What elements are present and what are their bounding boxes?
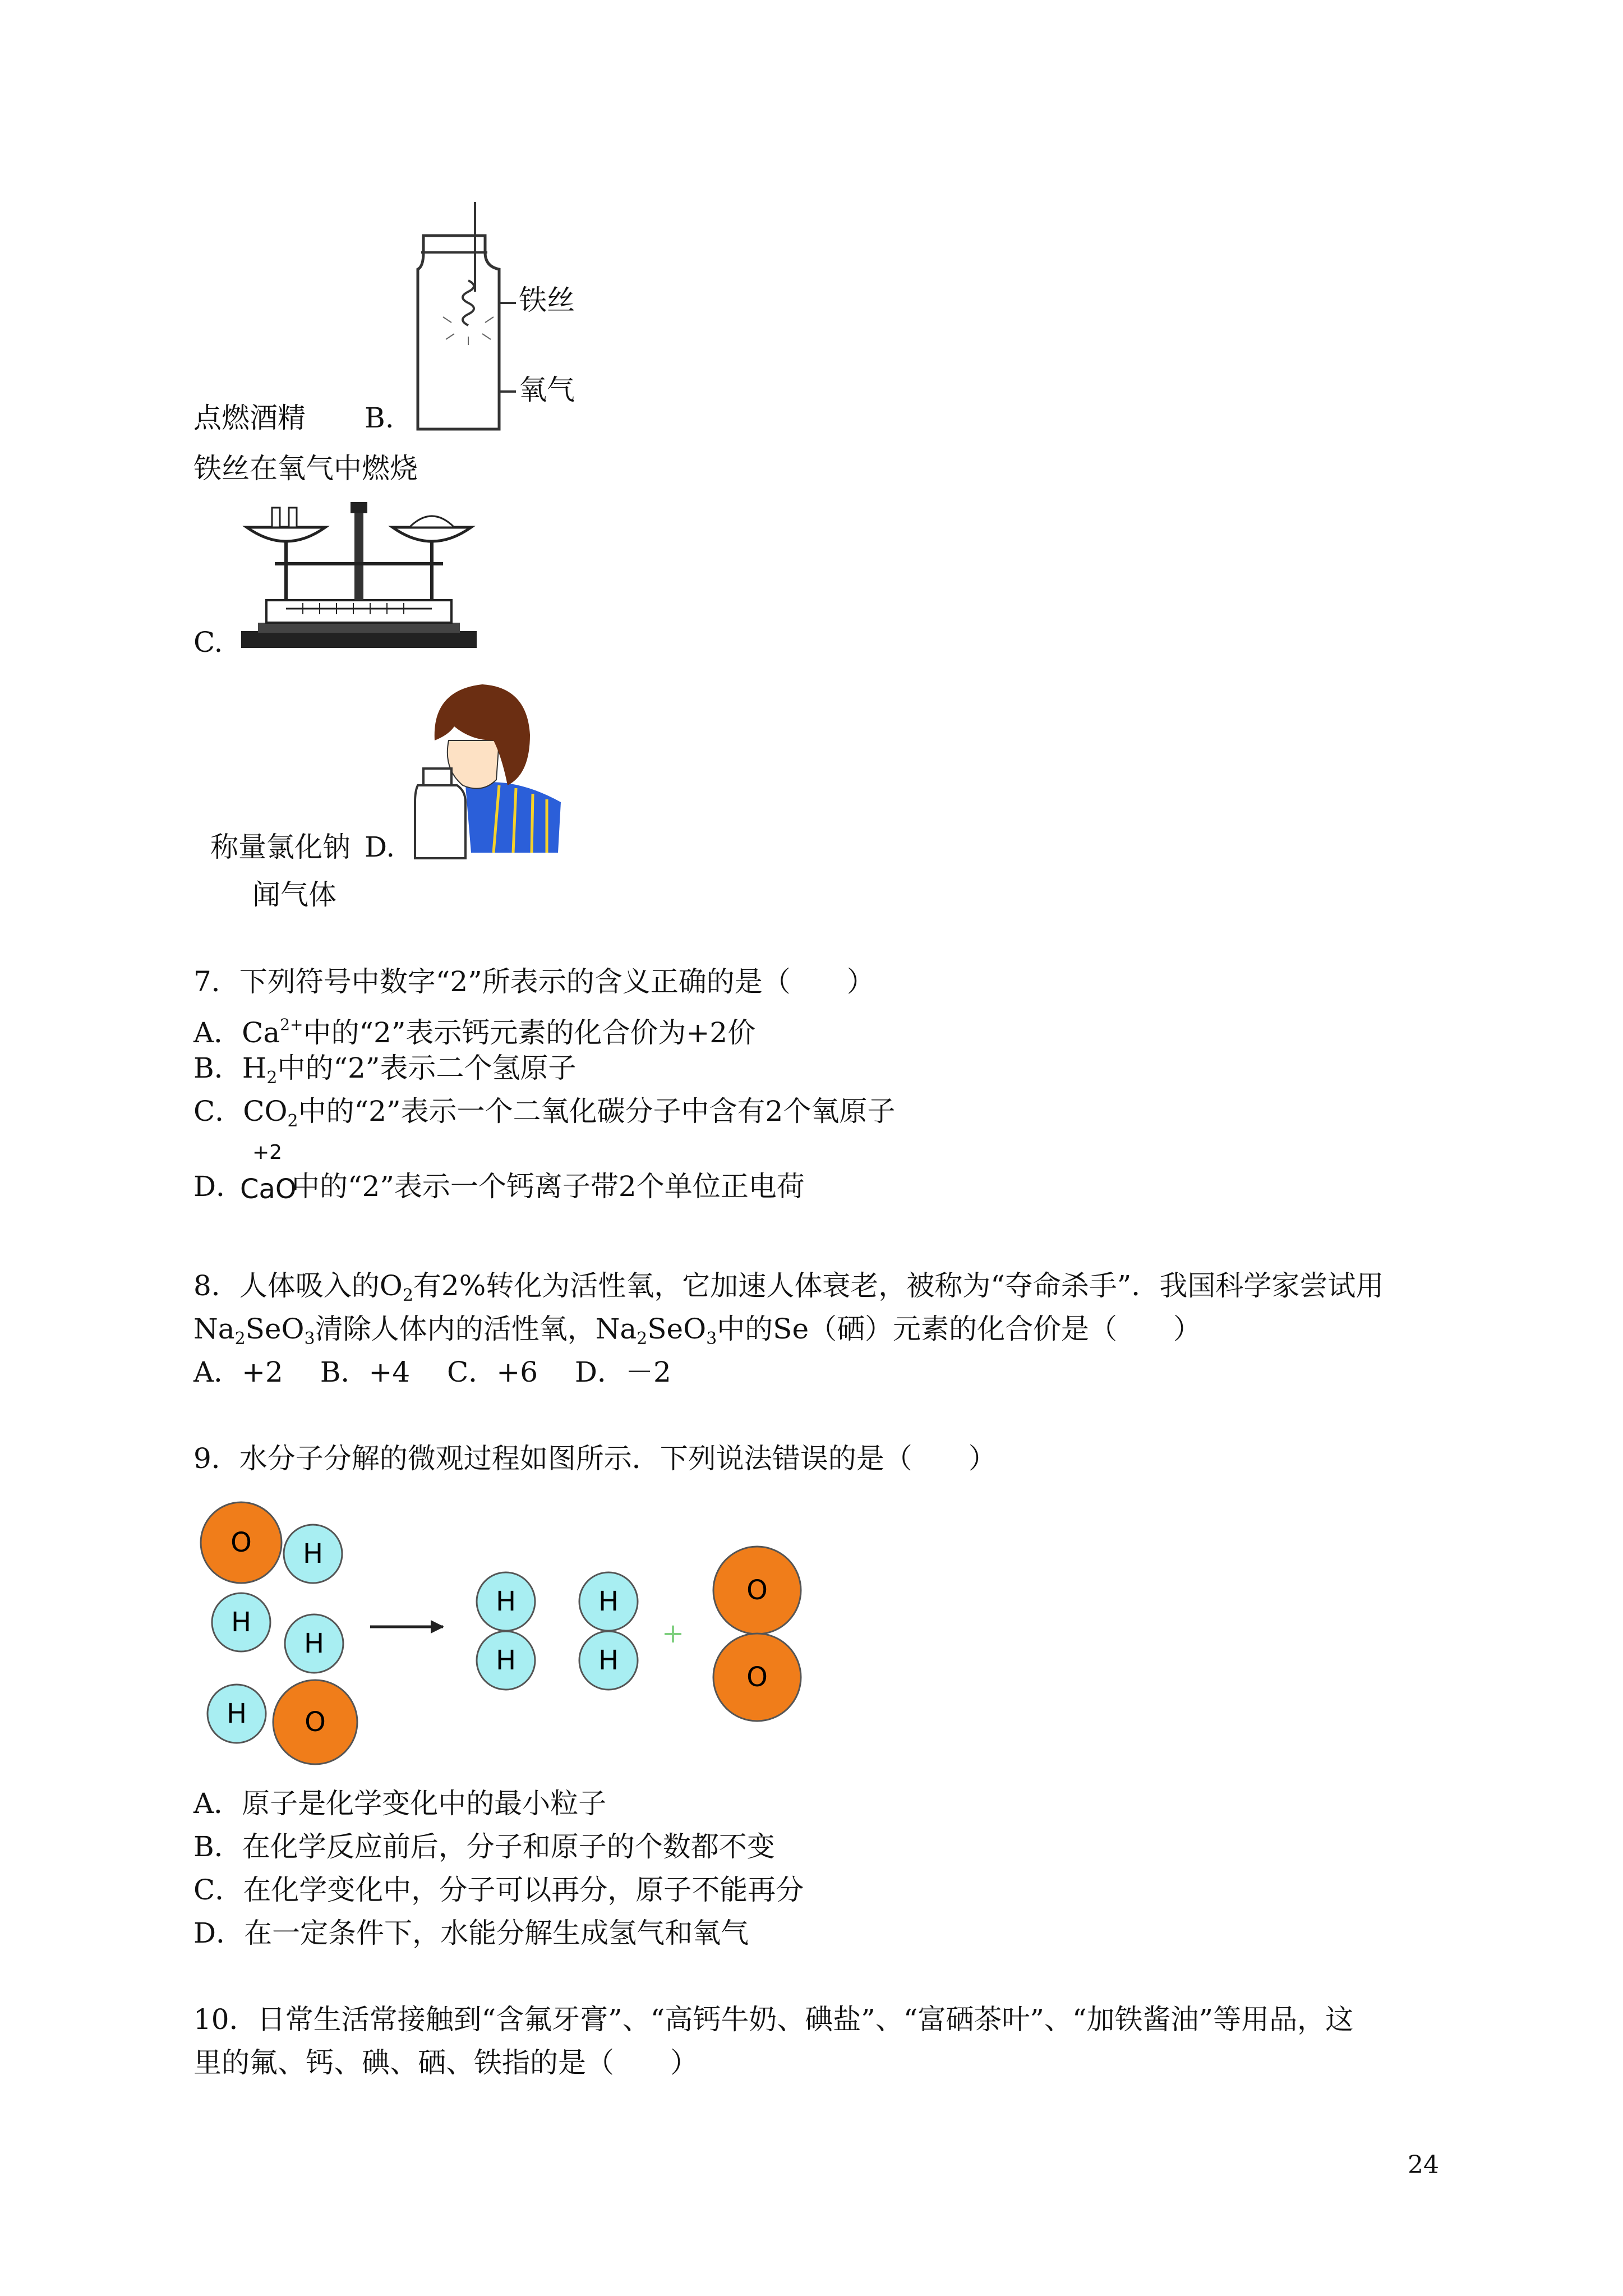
atom-o-label: O <box>230 1527 252 1558</box>
q9-stem: 9．水分子分解的微观过程如图所示．下列说法错误的是（ ） <box>193 1442 997 1475</box>
q7-option-a: A．$Ca^{2+}$中的“2”表示钙元素的化合价为+2价 <box>193 1015 756 1049</box>
fig-label-iron-wire: 铁丝 <box>519 284 575 316</box>
q7-option-d-prefix: D． <box>193 1170 245 1203</box>
q9-option-a: A．原子是化学变化中的最小粒子 <box>193 1787 607 1820</box>
product-hydrogen-molecule-2 <box>579 1572 638 1690</box>
atom-h-label: H <box>230 1607 252 1638</box>
product-hydrogen-molecule-1 <box>477 1572 535 1690</box>
q7-d-charge: +2 <box>252 1141 283 1164</box>
q7-d-formula: CaO <box>240 1174 297 1205</box>
option-b-label: 铁丝在氧气中燃烧 <box>193 452 418 485</box>
q10-stem-line1: 10．日常生活常接触到“含氟牙膏”、“高钙牛奶、碘盐”、“富硒茶叶”、“加铁酱油”等用品，这 <box>193 2003 1354 2036</box>
q9-option-b: B．在化学反应前后，分子和原子的个数都不变 <box>193 1830 775 1863</box>
atom-h-label: H <box>302 1538 324 1570</box>
q10-stem-line2: 里的氟、钙、碘、硒、铁指的是（ ） <box>193 2046 698 2079</box>
water-decomposition-diagram <box>191 1498 819 1767</box>
q7-option-c: C．$CO_2$中的“2”表示一个二氧化碳分子中含有2个氧原子 <box>193 1095 896 1131</box>
q8-options: A．+2 B．+4 C．+6 D．－2 <box>193 1356 671 1388</box>
option-a-label: 点燃酒精 <box>193 402 306 434</box>
atom-h-label: H <box>495 1586 517 1617</box>
option-b-letter: B. <box>365 402 394 434</box>
page-number: 24 <box>1408 2151 1439 2179</box>
q8-stem-line1: 8．人体吸入的$O_2$有2%转化为活性氧，它加速人体衰老，被称为“夺命杀手”．我国科学家尝试用 <box>193 1269 1384 1305</box>
product-oxygen-molecule <box>713 1547 801 1721</box>
plus-sign: + <box>661 1618 685 1649</box>
q9-option-c: C．在化学变化中，分子可以再分，原子不能再分 <box>193 1874 804 1906</box>
q7-option-d-text: 中的“2”表示一个钙离子带2个单位正电荷 <box>292 1170 805 1203</box>
atom-h-label: H <box>598 1645 619 1676</box>
atom-o-label: O <box>746 1575 768 1606</box>
option-d-letter: D. <box>365 831 395 863</box>
option-d-label: 闻气体 <box>252 878 336 911</box>
option-c-letter: C. <box>193 626 223 659</box>
option-c-label: 称量氯化钠 <box>210 831 351 863</box>
q7-option-b: B．$H_2$中的“2”表示二个氢原子 <box>193 1052 577 1088</box>
balance-scale-figure <box>236 494 482 656</box>
q8-stem-line2: $Na_2SeO_3$清除人体内的活性氧，$Na_2SeO_3$中的Se（硒）元素的化合价是（ ） <box>193 1313 1202 1349</box>
fig-label-oxygen: 氧气 <box>519 374 575 406</box>
q9-option-d: D．在一定条件下，水能分解生成氢气和氧气 <box>193 1917 749 1949</box>
atom-o-label: O <box>746 1662 768 1693</box>
atom-h-label: H <box>495 1645 517 1676</box>
atom-o-label: O <box>305 1706 326 1738</box>
q7-stem: 7．下列符号中数字“2”所表示的含义正确的是（ ） <box>193 965 875 998</box>
atom-h-label: H <box>226 1698 247 1729</box>
smelling-gas-figure <box>409 673 566 864</box>
atom-h-label: H <box>303 1628 325 1659</box>
atom-h-label: H <box>598 1586 619 1617</box>
